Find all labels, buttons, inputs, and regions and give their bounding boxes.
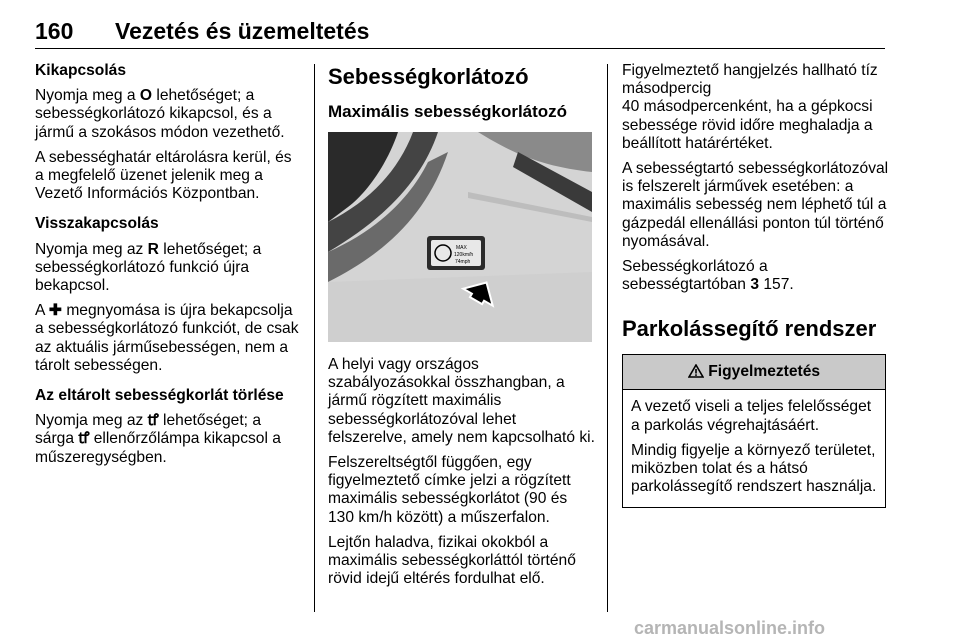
paragraph: Sebességkorlátozó a sebességtartóban 3 157. <box>622 258 794 294</box>
subheading-visszakapcsolas: Visszakapcsolás <box>35 215 159 233</box>
column-divider <box>607 64 608 612</box>
dashboard-illustration <box>328 132 592 342</box>
label-line-kmh: 120km/h <box>454 252 474 258</box>
paragraph: A ✚ megnyomása is újra bekapcsolja a sebességkorlátozó funkciót, de csak az aktuális járműsebességen, nem a tárolt sebességen. <box>35 302 299 374</box>
chapter-title: Vezetés és üzemeltetés <box>115 18 370 44</box>
column-middle <box>328 62 596 595</box>
watermark: carmanualsonline.info <box>634 618 826 638</box>
column-right <box>622 62 890 508</box>
off-symbol-icon: O <box>139 87 153 105</box>
section-heading: Sebességkorlátozó <box>328 64 529 89</box>
warning-title: Figyelmeztetés <box>708 363 821 381</box>
paragraph: A helyi vagy országos szabályozásokkal összhangban, a jármű rögzített maximális sebességkorlátozóval lehet felszerelve, amely nem kapcsolható ki. <box>328 356 595 446</box>
page-header <box>35 8 885 49</box>
paragraph: Felszereltségtől függően, egy figyelmeztető címke jelzi a rögzített maximális sebességkorlátot (90 és 130 km/h között) a műszerfalon. <box>328 454 571 526</box>
column-divider <box>314 64 315 612</box>
paragraph: Nyomja meg az ꝷ lehetőséget; a sárga ꝷ ellenőrzőlámpa kikapcsol a műszeregységben. <box>35 412 281 466</box>
paragraph: Nyomja meg a O lehetőséget; a sebességkorlátozó kikapcsol, és a jármű a szokásos módon vezethető. <box>35 87 285 141</box>
subheading-kikapcsolas: Kikapcsolás <box>35 62 127 79</box>
section-heading: Parkolássegítő rendszer <box>622 316 877 342</box>
paragraph: Mindig figyelje a környező területet, miközben tolat és a hátsó parkolássegítő rendszert használja. <box>631 441 877 496</box>
speed-limiter-icon: ꝷ <box>78 430 90 448</box>
column-left <box>35 62 303 474</box>
paragraph: Figyelmeztető hangjelzés hallható tíz másodpercig <box>622 62 878 98</box>
label-line-max: MAX <box>456 245 467 251</box>
warning-body <box>623 390 885 507</box>
page-number: 160 <box>35 18 74 44</box>
section-subheading: Maximális sebességkorlátozó <box>328 102 568 121</box>
paragraph: Nyomja meg az R lehetőséget; a sebességkorlátozó funkció újra bekapcsol. <box>35 240 262 295</box>
paragraph: A sebességtartó sebességkorlátozóval is felszerelt járművek esetében: a maximális sebesség nem léphető túl a gázpedál ellenállási ponton túl történő nyomásával. <box>622 160 889 250</box>
dashboard-label-photo <box>328 132 592 342</box>
page-reference-icon: 3 <box>750 276 760 294</box>
speed-limiter-icon: ꝷ <box>147 412 159 430</box>
paragraph: A sebességhatár eltárolásra kerül, és a megfelelő üzenet jelenik meg a Vezető Információs Központban. <box>35 148 292 203</box>
paragraph: A vezető viseli a teljes felelősséget a parkolás végrehajtásáért. <box>631 398 872 434</box>
paragraph: Lejtőn haladva, fizikai okokból a maximális sebességkorláttól történő rövid idejű eltérés fordulhat elő. <box>328 533 576 588</box>
subheading-torles: Az eltárolt sebességkorlát törlése <box>35 387 284 405</box>
paragraph: 40 másodpercenként, ha a gépkocsi sebessége rövid időre meghaladja a beállított határértéket. <box>622 98 873 152</box>
label-line-mph: 74mph <box>455 259 471 265</box>
warning-triangle-icon <box>688 364 704 378</box>
warning-box <box>622 354 886 508</box>
plus-symbol-icon: ✚ <box>48 302 62 320</box>
resume-symbol-icon: R <box>147 240 159 258</box>
warning-header <box>623 355 885 390</box>
